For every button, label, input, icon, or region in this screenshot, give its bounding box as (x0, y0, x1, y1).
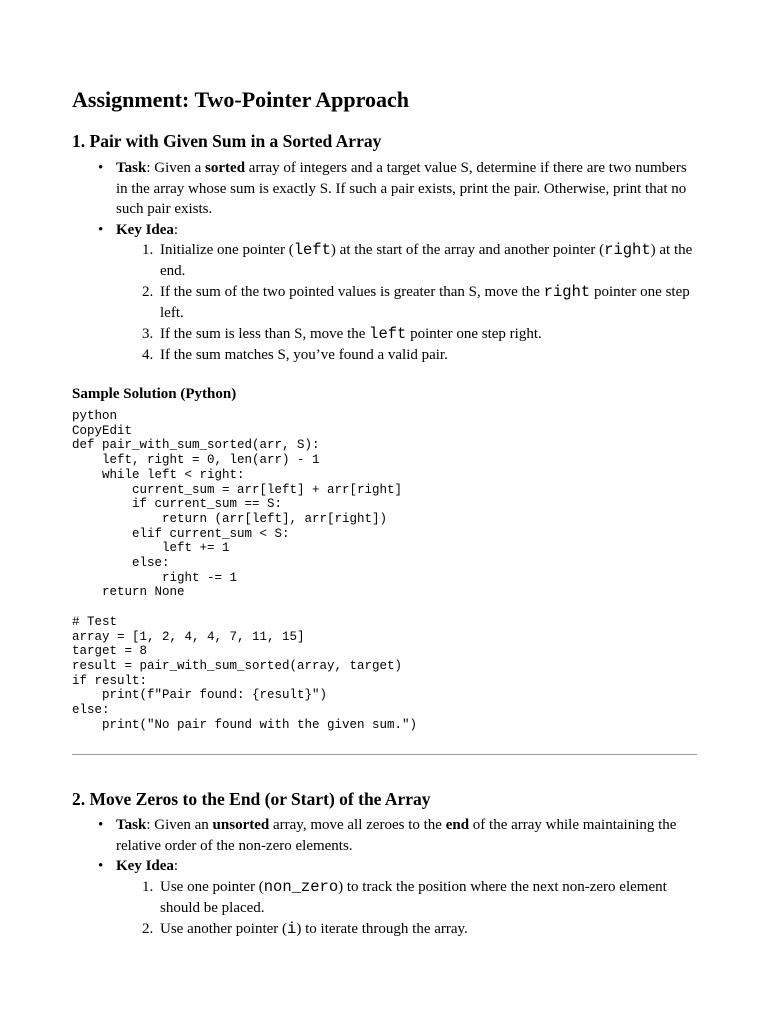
step-item (116, 324, 697, 345)
step-item (116, 345, 697, 366)
step-text: pointer one step left. (160, 284, 690, 321)
step-item (116, 282, 697, 324)
inline-code: i (287, 919, 297, 938)
section2-keyidea-item (72, 856, 697, 940)
page-title: Assignment: Two-Pointer Approach (72, 87, 409, 112)
step-text: Use one pointer ( (160, 878, 264, 895)
task-text: : Given an (146, 817, 213, 833)
step-text: Initialize one pointer ( (160, 242, 294, 258)
keyidea-label: Key Idea (116, 221, 174, 238)
task-emphasis: unsorted (212, 817, 270, 833)
keyidea-label: Key Idea (116, 858, 174, 874)
step-item (116, 240, 697, 282)
step-text: ) to iterate through the array. (296, 920, 468, 937)
task-text: array of integers and a target value S, determine if there are two numbers in the array whose sum is exactly S. If such a pair exists, print the pair. Otherwise, print that no such pair exists. (116, 160, 687, 217)
section1-keyidea-item (72, 220, 697, 367)
task-emphasis: sorted (205, 160, 246, 176)
section1-bullets (72, 158, 697, 366)
section-divider (72, 754, 697, 755)
step-number: 3. (142, 326, 154, 342)
task-text: of the array while maintaining the relative order of the non-zero elements. (116, 817, 677, 854)
step-text: pointer one step right. (406, 326, 542, 342)
section1-steps (116, 240, 697, 366)
inline-code: non_zero (263, 877, 339, 896)
keyidea-colon: : (173, 221, 179, 238)
step-text: ) at the end. (160, 242, 693, 279)
step-number: 2. (142, 284, 154, 300)
section2-task-item (72, 815, 697, 856)
task-text: : Given a (146, 160, 206, 176)
inline-code: right (604, 241, 651, 259)
task-label: Task (116, 160, 147, 176)
step-text: ) to track the position where the next non-zero element should be placed. (160, 878, 667, 916)
inline-code: right (543, 283, 591, 301)
task-text: array, move all zeroes to the (269, 817, 446, 833)
step-text: ) at the start of the array and another pointer ( (330, 242, 605, 258)
step-number: 2. (142, 920, 154, 937)
step-item (116, 919, 697, 940)
task-label: Task (116, 817, 147, 833)
step-number: 1. (142, 242, 154, 258)
section2-bullets (72, 815, 697, 940)
step-number: 4. (142, 347, 154, 363)
task-emphasis: end (445, 817, 470, 833)
step-text: Use another pointer ( (160, 920, 288, 937)
inline-code: left (369, 325, 407, 343)
section1-task-item (72, 158, 697, 220)
step-number: 1. (142, 878, 154, 895)
step-item (116, 877, 697, 919)
keyidea-colon: : (173, 858, 179, 874)
inline-code: left (293, 241, 331, 259)
section2-heading: 2. Move Zeros to the End (or Start) of the Array (72, 789, 431, 809)
section1-heading: 1. Pair with Given Sum in a Sorted Array (72, 131, 382, 151)
code-block: python CopyEdit def pair_with_sum_sorted(arr, S): left, right = 0, len(arr) - 1 while left < right: current_sum = arr[left] + arr[right] if current_sum == S: return (arr[left], arr[right]) elif current_sum < S: left += 1 else: right -= 1 return None # Test array = [1, 2, 4, 4, 7, 11, 15] target = 8 result = pair_with_sum_sorted(array, target) if result: print(f"Pair found: {result}") else: print("No pair found with the given sum.") (72, 409, 418, 732)
sample-solution-heading: Sample Solution (Python) (72, 386, 237, 402)
step-text: If the sum matches S, you’ve found a valid pair. (160, 347, 448, 363)
section2-steps (116, 877, 697, 940)
step-text: If the sum is less than S, move the (160, 326, 370, 342)
step-text: If the sum of the two pointed values is greater than S, move the (160, 284, 544, 300)
